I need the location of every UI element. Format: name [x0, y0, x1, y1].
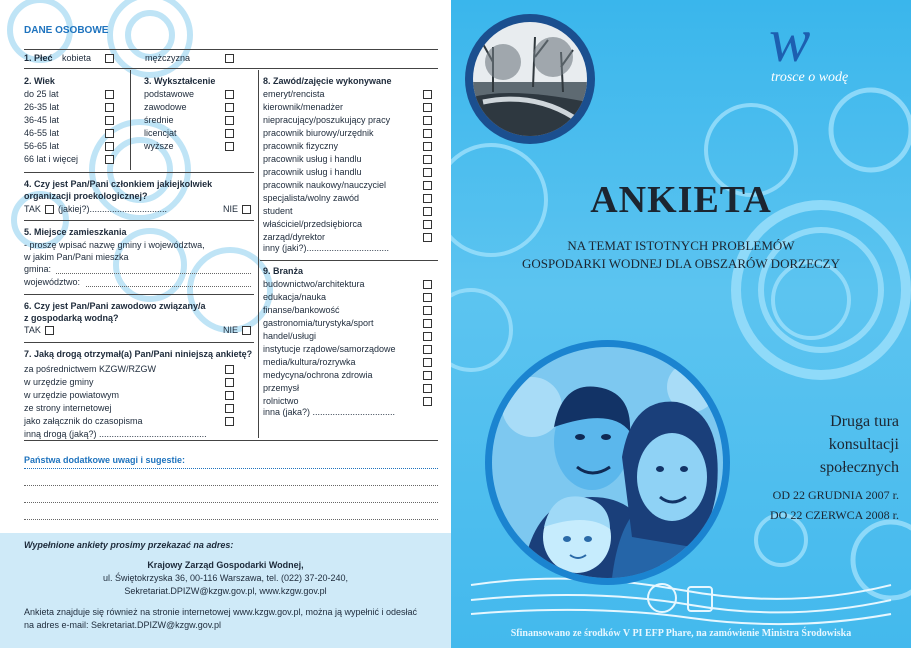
q8-option: pracownik usług i handlu — [263, 154, 362, 164]
subtitle: NA TEMAT ISTOTNYCH PROBLEMÓW — [567, 238, 795, 253]
q8-checkbox[interactable] — [423, 116, 432, 125]
q8-option: pracownik fizyczny — [263, 141, 339, 151]
q4-no: NIE — [223, 204, 239, 214]
q5-gmina-label: gmina: — [24, 264, 52, 274]
q9-checkbox[interactable] — [423, 306, 432, 315]
date-from: OD 22 GRUDNIA 2007 r. — [772, 488, 899, 502]
q7-option: w urzędzie powiatowym — [24, 390, 120, 400]
q8-checkbox[interactable] — [423, 168, 432, 177]
footer-note: Ankieta znajduje się również na stronie internetowej www.kzgw.gov.pl, można ją wypełnić i odesłać — [24, 607, 418, 617]
q5-woj-field[interactable] — [86, 286, 251, 287]
q3-checkbox[interactable] — [225, 129, 234, 138]
q3-label: 3. Wykształcenie — [144, 76, 216, 86]
q3-checkbox[interactable] — [225, 116, 234, 125]
q8-checkbox[interactable] — [423, 103, 432, 112]
q8-checkbox[interactable] — [423, 142, 432, 151]
q2-option: 26-35 lat — [24, 102, 60, 112]
emblem-icon — [647, 583, 677, 613]
family-photo — [492, 347, 723, 578]
q7-checkbox[interactable] — [225, 404, 234, 413]
q9-checkbox[interactable] — [423, 384, 432, 393]
comments-label: Państwa dodatkowe uwagi i sugestie: — [24, 455, 186, 465]
logo-mark: w — [769, 7, 811, 75]
q4-checkbox-yes[interactable] — [45, 205, 54, 214]
q8-option: niepracujący/poszukujący pracy — [263, 115, 391, 125]
q8-option: zarząd/dyrektor — [263, 232, 326, 242]
q1-option-female: kobieta — [62, 53, 92, 63]
q7-other[interactable]: inną drogą (jaką?) ........................................... — [24, 429, 207, 439]
q2-option: 46-55 lat — [24, 128, 60, 138]
q4-label-cont: organizacji proekologicznej? — [24, 191, 148, 201]
footer-org: Krajowy Zarząd Gospodarki Wodnej, — [147, 560, 304, 570]
q7-label: 7. Jaką drogą otrzymał(a) Pan/Pani niniejszą ankietę? — [24, 349, 253, 359]
q6-label-cont: z gospodarką wodną? — [24, 313, 119, 323]
q6-label: 6. Czy jest Pan/Pani zawodowo związany/a — [24, 301, 206, 311]
q2-checkbox[interactable] — [105, 142, 114, 151]
footer-intro: Wypełnione ankiety prosimy przekazać na adres: — [24, 540, 234, 550]
q2-checkbox[interactable] — [105, 116, 114, 125]
q7-checkbox[interactable] — [225, 391, 234, 400]
q7-option: jako załącznik do czasopisma — [24, 416, 143, 426]
q8-checkbox[interactable] — [423, 129, 432, 138]
q3-option: średnie — [144, 115, 174, 125]
q8-checkbox[interactable] — [423, 181, 432, 190]
q2-option: 36-45 lat — [24, 115, 60, 125]
logo-text: trosce o wodę — [771, 70, 849, 85]
q1-checkbox-male[interactable] — [225, 54, 234, 63]
q5-gmina-field[interactable] — [56, 273, 251, 274]
q9-checkbox[interactable] — [423, 358, 432, 367]
ministry-logo-icon — [687, 586, 713, 612]
q6-checkbox-no[interactable] — [242, 326, 251, 335]
round-label: Druga tura — [830, 413, 899, 430]
funding-note: Sfinansowano ze środków V PI EFP Phare, na zamówienie Ministra Środowiska — [510, 628, 852, 639]
q9-option: media/kultura/rozrywka — [263, 357, 356, 367]
q8-other[interactable]: inny (jaki?)................................. — [263, 243, 390, 253]
comments-line[interactable] — [24, 519, 438, 520]
q9-option: medycyna/ochrona zdrowia — [263, 370, 373, 380]
q8-option: pracownik usług i handlu — [263, 167, 362, 177]
q8-option: pracownik naukowy/nauczyciel — [263, 180, 387, 190]
q9-checkbox[interactable] — [423, 371, 432, 380]
section-title: DANE OSOBOWE — [24, 25, 109, 36]
q2-checkbox[interactable] — [105, 103, 114, 112]
q7-option: w urzędzie gminy — [24, 377, 94, 387]
q9-option: rolnictwo — [263, 396, 299, 406]
q9-checkbox[interactable] — [423, 345, 432, 354]
q1-checkbox-female[interactable] — [105, 54, 114, 63]
q2-checkbox[interactable] — [105, 90, 114, 99]
q8-checkbox[interactable] — [423, 233, 432, 242]
q2-option: 56-65 lat — [24, 141, 60, 151]
q7-checkbox[interactable] — [225, 417, 234, 426]
q6-checkbox-yes[interactable] — [45, 326, 54, 335]
q8-checkbox[interactable] — [423, 90, 432, 99]
q7-option: ze strony internetowej — [24, 403, 112, 413]
landscape-photo — [473, 22, 587, 136]
comments-line[interactable] — [24, 468, 438, 469]
q9-checkbox[interactable] — [423, 332, 432, 341]
q9-option: handel/usługi — [263, 331, 317, 341]
q7-option: za pośrednictwem KZGW/RZGW — [24, 364, 157, 374]
q2-option: do 25 lat — [24, 89, 59, 99]
q5-instruction: - proszę wpisać nazwę gminy i województwa, — [24, 240, 205, 250]
q8-option: specjalista/wolny zawód — [263, 193, 360, 203]
q9-option: instytucje rządowe/samorządowe — [263, 344, 396, 354]
q8-checkbox[interactable] — [423, 220, 432, 229]
cover-panel — [451, 0, 911, 648]
comments-line[interactable] — [24, 485, 438, 486]
q9-option: przemysł — [263, 383, 300, 393]
q9-checkbox[interactable] — [423, 293, 432, 302]
q9-checkbox[interactable] — [423, 280, 432, 289]
q9-label: 9. Branża — [263, 266, 304, 276]
q5-instruction-cont: w jakim Pan/Pani mieszka — [24, 252, 129, 262]
q3-option: podstawowe — [144, 89, 195, 99]
q8-option: emeryt/rencista — [263, 89, 325, 99]
q2-checkbox[interactable] — [105, 155, 114, 164]
page-title: ANKIETA — [590, 179, 772, 221]
q3-option: zawodowe — [144, 102, 187, 112]
q1-option-male: mężczyzna — [145, 53, 191, 63]
q9-option: edukacja/nauka — [263, 292, 327, 302]
q7-checkbox[interactable] — [225, 365, 234, 374]
q4-checkbox-no[interactable] — [242, 205, 251, 214]
q9-checkbox[interactable] — [423, 319, 432, 328]
comments-line[interactable] — [24, 502, 438, 503]
q3-checkbox[interactable] — [225, 103, 234, 112]
q8-checkbox[interactable] — [423, 155, 432, 164]
q8-checkbox[interactable] — [423, 207, 432, 216]
q3-option: licencjat — [144, 128, 177, 138]
q8-option: student — [263, 206, 293, 216]
footer-address: ul. Świętokrzyska 36, 00-116 Warszawa, tel. (022) 37-20-240, — [102, 573, 349, 583]
q3-checkbox[interactable] — [225, 90, 234, 99]
footer-emails: Sekretariat.DPIZW@kzgw.gov.pl, www.kzgw.gov.pl — [124, 586, 327, 596]
q9-option: gastronomia/turystyka/sport — [263, 318, 374, 328]
footer-note-cont: na adres e-mail: Sekretariat.DPIZW@kzgw.gov.pl — [24, 620, 222, 630]
q5-woj-label: województwo: — [24, 277, 81, 287]
q4-yes-detail[interactable]: (jakiej?)............................... — [58, 204, 168, 214]
q2-option: 66 lat i więcej — [24, 154, 79, 164]
q9-option: budownictwo/architektura — [263, 279, 365, 289]
q8-option: pracownik biurowy/urzędnik — [263, 128, 374, 138]
q9-option: finanse/bankowość — [263, 305, 340, 315]
q6-yes: TAK — [24, 325, 41, 335]
q4-yes: TAK — [24, 204, 41, 214]
q2-checkbox[interactable] — [105, 129, 114, 138]
q8-label: 8. Zawód/zajęcie wykonywane — [263, 76, 392, 86]
q3-checkbox[interactable] — [225, 142, 234, 151]
q8-option: kierownik/menadżer — [263, 102, 344, 112]
q2-label: 2. Wiek — [24, 76, 55, 86]
q8-checkbox[interactable] — [423, 194, 432, 203]
date-to: DO 22 CZERWCA 2008 r. — [769, 508, 899, 522]
round-label-cont: konsultacji — [828, 436, 899, 453]
q7-checkbox[interactable] — [225, 378, 234, 387]
q1-label: 1. Płeć — [24, 53, 53, 63]
round-label-cont2: społecznych — [819, 459, 899, 476]
q9-checkbox[interactable] — [423, 397, 432, 406]
survey-form-panel — [0, 0, 451, 648]
subtitle-cont: GOSPODARKI WODNEJ DLA OBSZARÓW DORZECZY — [521, 256, 841, 271]
q9-other[interactable]: inna (jaka?) ................................. — [263, 407, 396, 417]
q3-option: wyższe — [144, 141, 174, 151]
q5-label: 5. Miejsce zamieszkania — [24, 227, 127, 237]
q6-no: NIE — [223, 325, 239, 335]
q4-label: 4. Czy jest Pan/Pani członkiem jakiejkolwiek — [24, 179, 213, 189]
q8-option: właściciel/przedsiębiorca — [263, 219, 363, 229]
